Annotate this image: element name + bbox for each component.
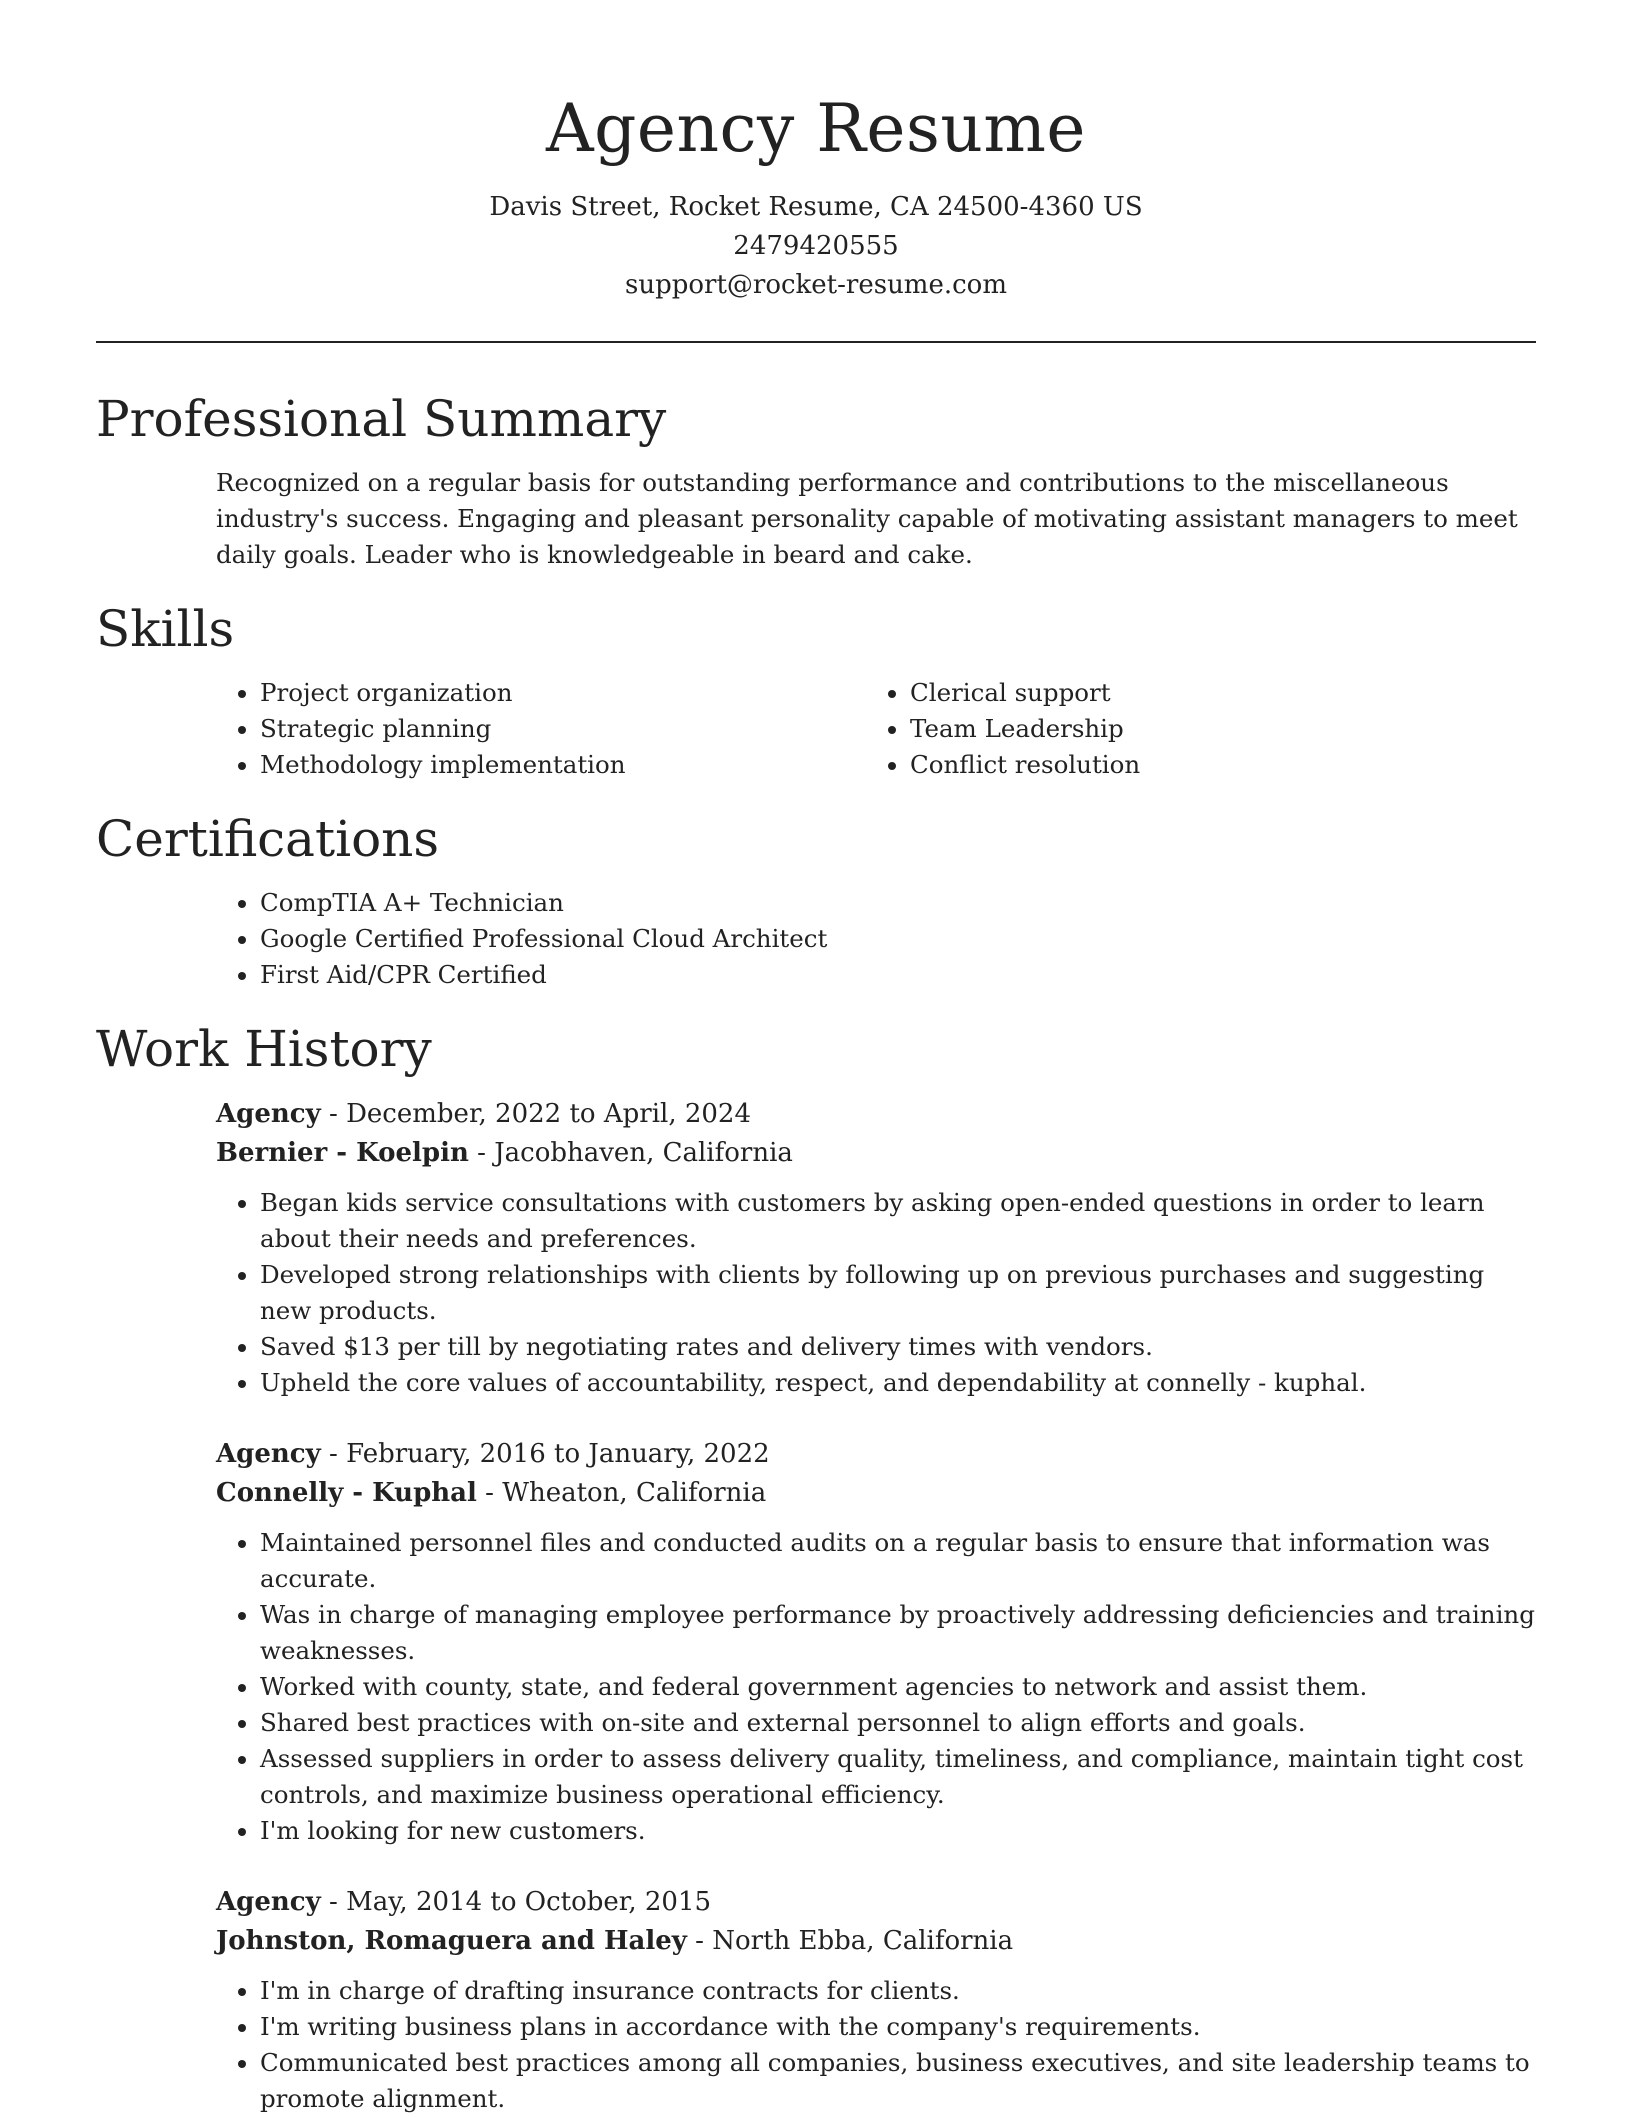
job-position: Agency: [216, 1099, 321, 1129]
contact-info: [96, 188, 1536, 305]
job-company-line: Bernier - Koelpin - Jacobhaven, California: [216, 1138, 793, 1168]
job-bullet: • Began kids service consultations with customers by asking open-ended questions in order to learn about their needs and preferences.: [260, 1185, 1536, 1257]
skill-item: • Methodology implementation: [260, 747, 866, 783]
job-bullets: [216, 1525, 1536, 1849]
job-bullet: • Maintained personnel files and conducted audits on a regular basis to ensure that information was accurate.: [260, 1525, 1536, 1597]
job-bullet: • Was in charge of managing employee performance by proactively addressing deficiencies and training weaknesses.: [260, 1597, 1536, 1669]
job-bullet: • Assessed suppliers in order to assess delivery quality, timeliness, and compliance, maintain tight cost controls, and maximize business operational efficiency.: [260, 1741, 1536, 1813]
job-bullet: • Upheld the core values of accountability, respect, and dependability at connelly - kuphal.: [260, 1365, 1536, 1401]
job-entry: [216, 1883, 1536, 2117]
summary-text: Recognized on a regular basis for outstanding performance and contributions to the miscellaneous industry's success. Engaging and pleasant personality capable of motivating assistant managers to meet daily goals. Leader who is knowledgeable in beard and cake.: [216, 468, 1518, 569]
job-bullet: • I'm writing business plans in accordance with the company's requirements.: [260, 2009, 1536, 2045]
job-title-line: Agency - December, 2022 to April, 2024: [216, 1099, 752, 1129]
work-history-section: [96, 1095, 1536, 2117]
job-company: Connelly - Kuphal: [216, 1478, 477, 1508]
job-dates: May, 2014 to October, 2015: [346, 1887, 712, 1917]
certification-item: • Google Certified Professional Cloud Architect: [260, 921, 1536, 957]
skills-list-right: [866, 675, 1516, 783]
job-location: Wheaton, California: [502, 1478, 767, 1508]
skills-column-left: [216, 675, 866, 783]
job-title-line: Agency - May, 2014 to October, 2015: [216, 1887, 712, 1917]
job-bullet: • Worked with county, state, and federal government agencies to network and assist them.: [260, 1669, 1536, 1705]
header-divider: [96, 341, 1536, 343]
summary-section: [96, 465, 1536, 573]
job-dates: February, 2016 to January, 2022: [346, 1439, 770, 1469]
job-bullet: • Developed strong relationships with clients by following up on previous purchases and suggesting new products.: [260, 1257, 1536, 1329]
certification-item: • CompTIA A+ Technician: [260, 885, 1536, 921]
certification-item: • First Aid/CPR Certified: [260, 957, 1536, 993]
job-company-line: Connelly - Kuphal - Wheaton, California: [216, 1478, 767, 1508]
skills-column-right: [866, 675, 1516, 783]
job-entry: [216, 1435, 1536, 1849]
skills-section: [96, 675, 1536, 783]
job-title-line: Agency - February, 2016 to January, 2022: [216, 1439, 770, 1469]
job-entry: [216, 1095, 1536, 1401]
job-location: North Ebba, California: [712, 1926, 1014, 1956]
skill-item: • Team Leadership: [910, 711, 1516, 747]
skills-grid: [216, 675, 1536, 783]
job-company: Johnston, Romaguera and Haley: [216, 1926, 687, 1956]
job-company: Bernier - Koelpin: [216, 1138, 469, 1168]
certifications-heading: Certifications: [96, 810, 440, 868]
certifications-list: [216, 885, 1536, 993]
resume-title: Agency Resume: [546, 90, 1086, 167]
phone: 2479420555: [733, 231, 899, 261]
job-bullet: • I'm looking for new customers.: [260, 1813, 1536, 1849]
job-company-line: Johnston, Romaguera and Haley - North Ebba, California: [216, 1926, 1014, 1956]
job-location: Jacobhaven, California: [494, 1138, 793, 1168]
resume-header: [96, 0, 1536, 305]
job-position: Agency: [216, 1439, 321, 1469]
job-bullets: [216, 1973, 1536, 2117]
summary-heading: Professional Summary: [96, 390, 667, 448]
skills-heading: Skills: [96, 600, 235, 658]
email: support@rocket-resume.com: [624, 270, 1007, 300]
job-bullet: • Shared best practices with on-site and external personnel to align efforts and goals.: [260, 1705, 1536, 1741]
skill-item: • Conflict resolution: [910, 747, 1516, 783]
skill-item: • Strategic planning: [260, 711, 866, 747]
job-bullet: • I'm in charge of drafting insurance contracts for clients.: [260, 1973, 1536, 2009]
job-bullet: • Communicated best practices among all companies, business executives, and site leadership teams to promote alignment.: [260, 2045, 1536, 2117]
certifications-section: [96, 885, 1536, 993]
address: Davis Street, Rocket Resume, CA 24500-4360 US: [489, 192, 1143, 222]
skill-item: • Project organization: [260, 675, 866, 711]
work-history-heading: Work History: [96, 1020, 432, 1078]
skill-item: • Clerical support: [910, 675, 1516, 711]
skills-list-left: [216, 675, 866, 783]
job-bullets: [216, 1185, 1536, 1401]
job-dates: December, 2022 to April, 2024: [346, 1099, 752, 1129]
job-position: Agency: [216, 1887, 321, 1917]
job-bullet: • Saved $13 per till by negotiating rates and delivery times with vendors.: [260, 1329, 1536, 1365]
